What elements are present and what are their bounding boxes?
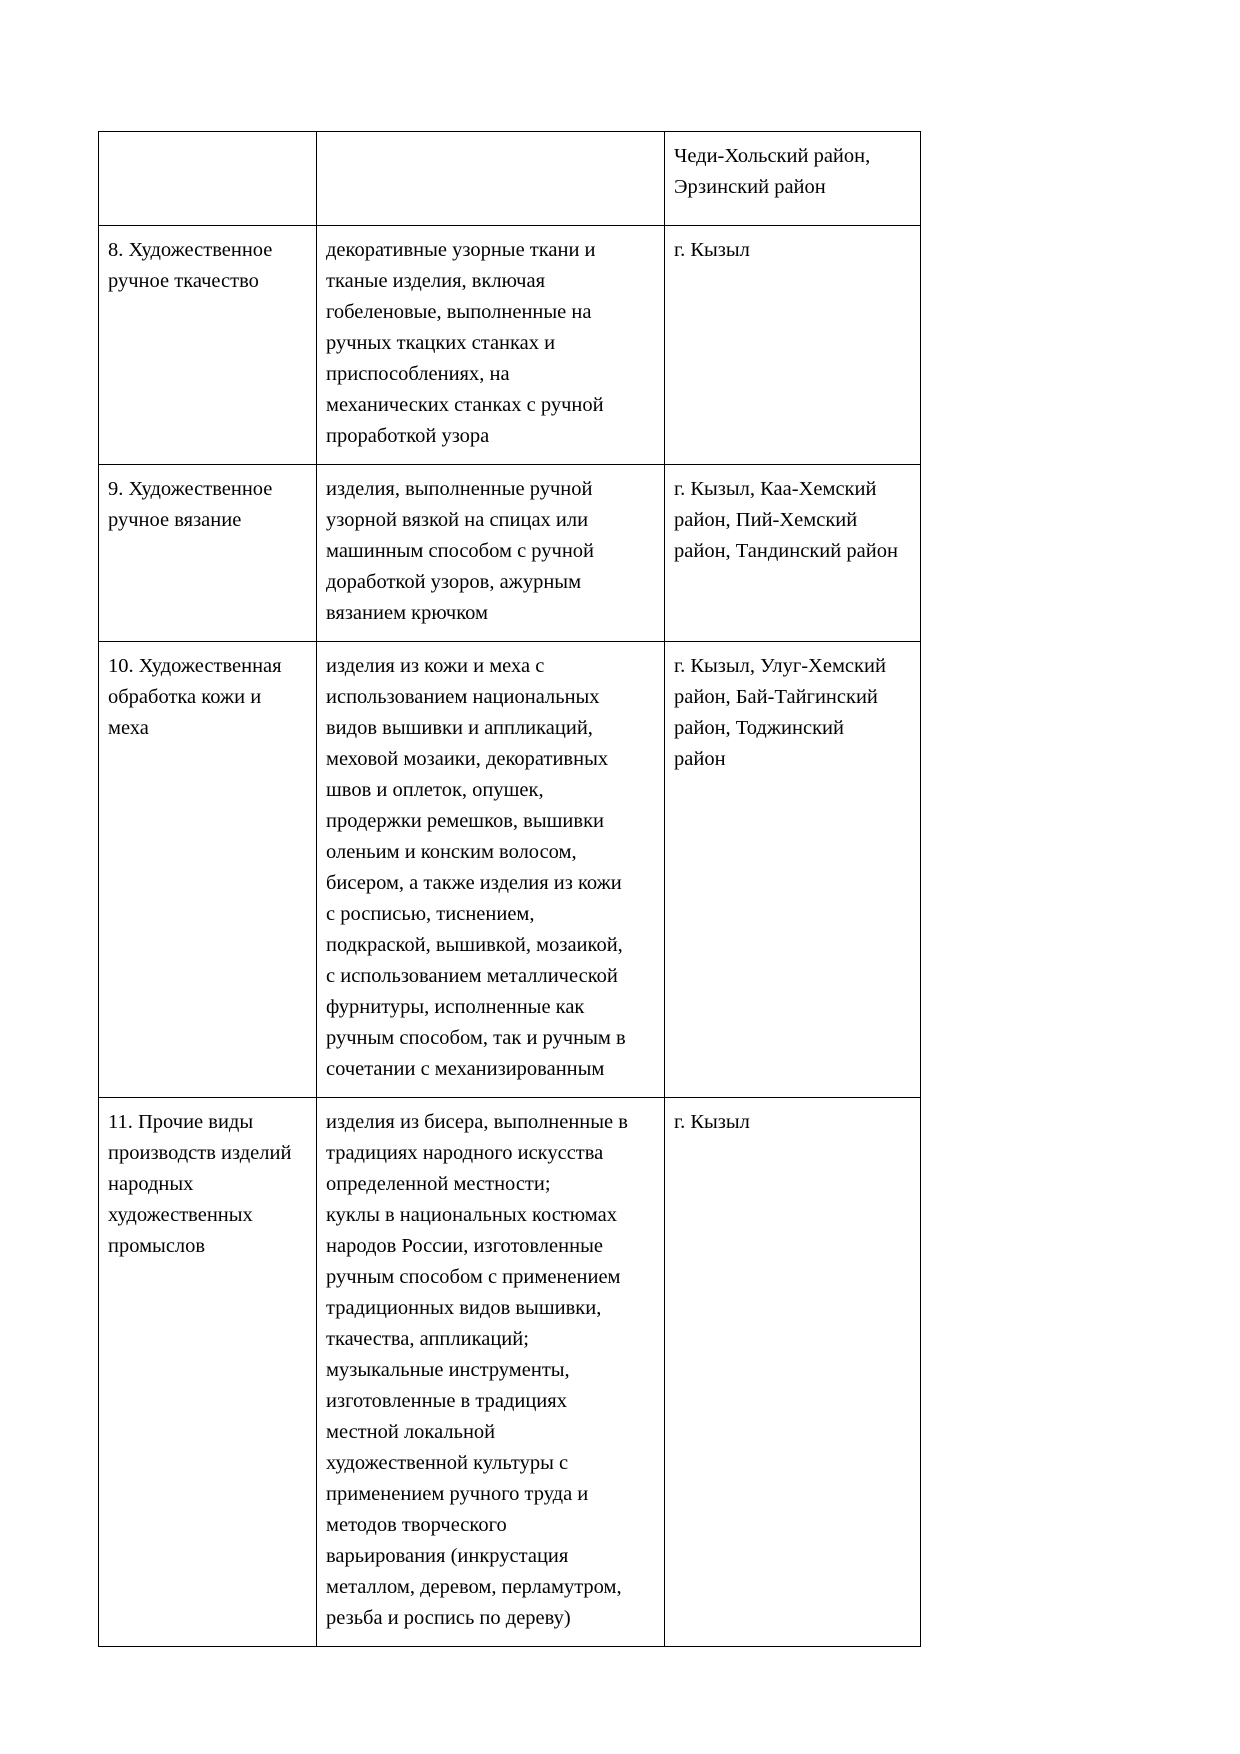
area-line: район, Пий-Хемский <box>674 509 858 531</box>
desc-line: изделия, выполненные ручной <box>326 478 593 500</box>
cell-desc <box>317 642 665 1098</box>
desc-line: подкраской, вышивкой, мозаикой, <box>326 934 623 956</box>
cell-desc <box>317 132 665 226</box>
area-line: г. Кызыл, Улуг-Хемский <box>674 655 886 677</box>
crafts-table <box>98 131 921 1647</box>
desc-line: гобеленовые, выполненные на <box>326 301 592 323</box>
area-line: район, Тоджинский <box>674 717 844 739</box>
desc-line: бисером, а также изделия из кожи <box>326 872 622 894</box>
desc-line: доработкой узоров, ажурным <box>326 571 582 593</box>
name-line: обработка кожи и <box>108 686 262 708</box>
desc-line: металлом, деревом, перламутром, <box>326 1576 622 1598</box>
cell-name <box>99 226 317 465</box>
name-line: народных <box>108 1173 194 1195</box>
area-line: г. Кызыл <box>674 1111 750 1133</box>
cell-desc <box>317 1098 665 1647</box>
desc-line: с росписью, тиснением, <box>326 903 535 925</box>
desc-line: машинным способом с ручной <box>326 540 595 562</box>
cell-name <box>99 642 317 1098</box>
page-content <box>98 131 920 1647</box>
cell-area <box>665 642 921 1098</box>
cell-area <box>665 226 921 465</box>
cell-name <box>99 1098 317 1647</box>
desc-line: определенной местности; <box>326 1173 551 1195</box>
desc-line: традициях народного искусства <box>326 1142 604 1164</box>
desc-line: резьба и роспись по дереву) <box>326 1607 571 1629</box>
desc-line: изделия из бисера, выполненные в <box>326 1111 628 1133</box>
cell-area <box>665 465 921 642</box>
cell-desc <box>317 226 665 465</box>
desc-line: художественной культуры с <box>326 1452 569 1474</box>
desc-line: применением ручного труда и <box>326 1483 589 1505</box>
desc-line: продержки ремешков, вышивки <box>326 810 605 832</box>
area-line: г. Кызыл, Каа-Хемский <box>674 478 877 500</box>
table-row <box>99 1098 921 1647</box>
desc-line: приспособлениях, на <box>326 363 510 385</box>
desc-line: тканые изделия, включая <box>326 270 546 292</box>
desc-line: ручных ткацких станках и <box>326 332 556 354</box>
cell-desc <box>317 465 665 642</box>
area-line: район, Тандинский район <box>674 540 898 562</box>
desc-line: ткачества, аппликаций; <box>326 1328 529 1350</box>
desc-line: сочетании с механизированным <box>326 1058 605 1080</box>
desc-line: ручным способом с применением <box>326 1266 621 1288</box>
desc-line: декоративные узорные ткани и <box>326 239 596 261</box>
desc-line: узорной вязкой на спицах или <box>326 509 589 531</box>
desc-line: изделия из кожи и меха с <box>326 655 545 677</box>
desc-line: фурнитуры, исполненные как <box>326 996 585 1018</box>
desc-line: оленьим и конским волосом, <box>326 841 577 863</box>
name-line: ручное ткачество <box>108 270 259 292</box>
name-line: 9. Художественное <box>108 478 273 500</box>
desc-line: местной локальной <box>326 1421 496 1443</box>
name-line: 10. Художественная <box>108 655 282 677</box>
table-row <box>99 465 921 642</box>
desc-line: вязанием крючком <box>326 602 488 624</box>
name-line: меха <box>108 717 149 739</box>
area-line: Чеди-Хольский район, <box>674 145 871 167</box>
desc-line: методов творческого <box>326 1514 507 1536</box>
desc-line: проработкой узора <box>326 425 490 447</box>
desc-line: традиционных видов вышивки, <box>326 1297 602 1319</box>
cell-name <box>99 465 317 642</box>
desc-line: меховой мозаики, декоративных <box>326 748 609 770</box>
table-body <box>99 132 921 1647</box>
desc-line: изготовленные в традициях <box>326 1390 567 1412</box>
table-row <box>99 132 921 226</box>
cell-area <box>665 132 921 226</box>
table-row <box>99 226 921 465</box>
desc-line: с использованием металлической <box>326 965 618 987</box>
desc-line: механических станках с ручной <box>326 394 604 416</box>
desc-line: видов вышивки и аппликаций, <box>326 717 593 739</box>
desc-line: музыкальные инструменты, <box>326 1359 570 1381</box>
name-line: промыслов <box>108 1235 206 1257</box>
desc-line: народов России, изготовленные <box>326 1235 603 1257</box>
desc-line: швов и оплеток, опушек, <box>326 779 544 801</box>
desc-line: использованием национальных <box>326 686 600 708</box>
desc-line: куклы в национальных костюмах <box>326 1204 617 1226</box>
area-line: район, Бай-Тайгинский <box>674 686 878 708</box>
name-line: 8. Художественное <box>108 239 273 261</box>
area-line: г. Кызыл <box>674 239 750 261</box>
desc-line: ручным способом, так и ручным в <box>326 1027 626 1049</box>
name-line: художественных <box>108 1204 253 1226</box>
cell-name <box>99 132 317 226</box>
desc-line: варьирования (инкрустация <box>326 1545 569 1567</box>
name-line: производств изделий <box>108 1142 292 1164</box>
area-line: район <box>674 748 726 770</box>
cell-area <box>665 1098 921 1647</box>
name-line: ручное вязание <box>108 509 242 531</box>
name-line: 11. Прочие виды <box>108 1111 254 1133</box>
area-line: Эрзинский район <box>674 176 826 198</box>
table-row <box>99 642 921 1098</box>
